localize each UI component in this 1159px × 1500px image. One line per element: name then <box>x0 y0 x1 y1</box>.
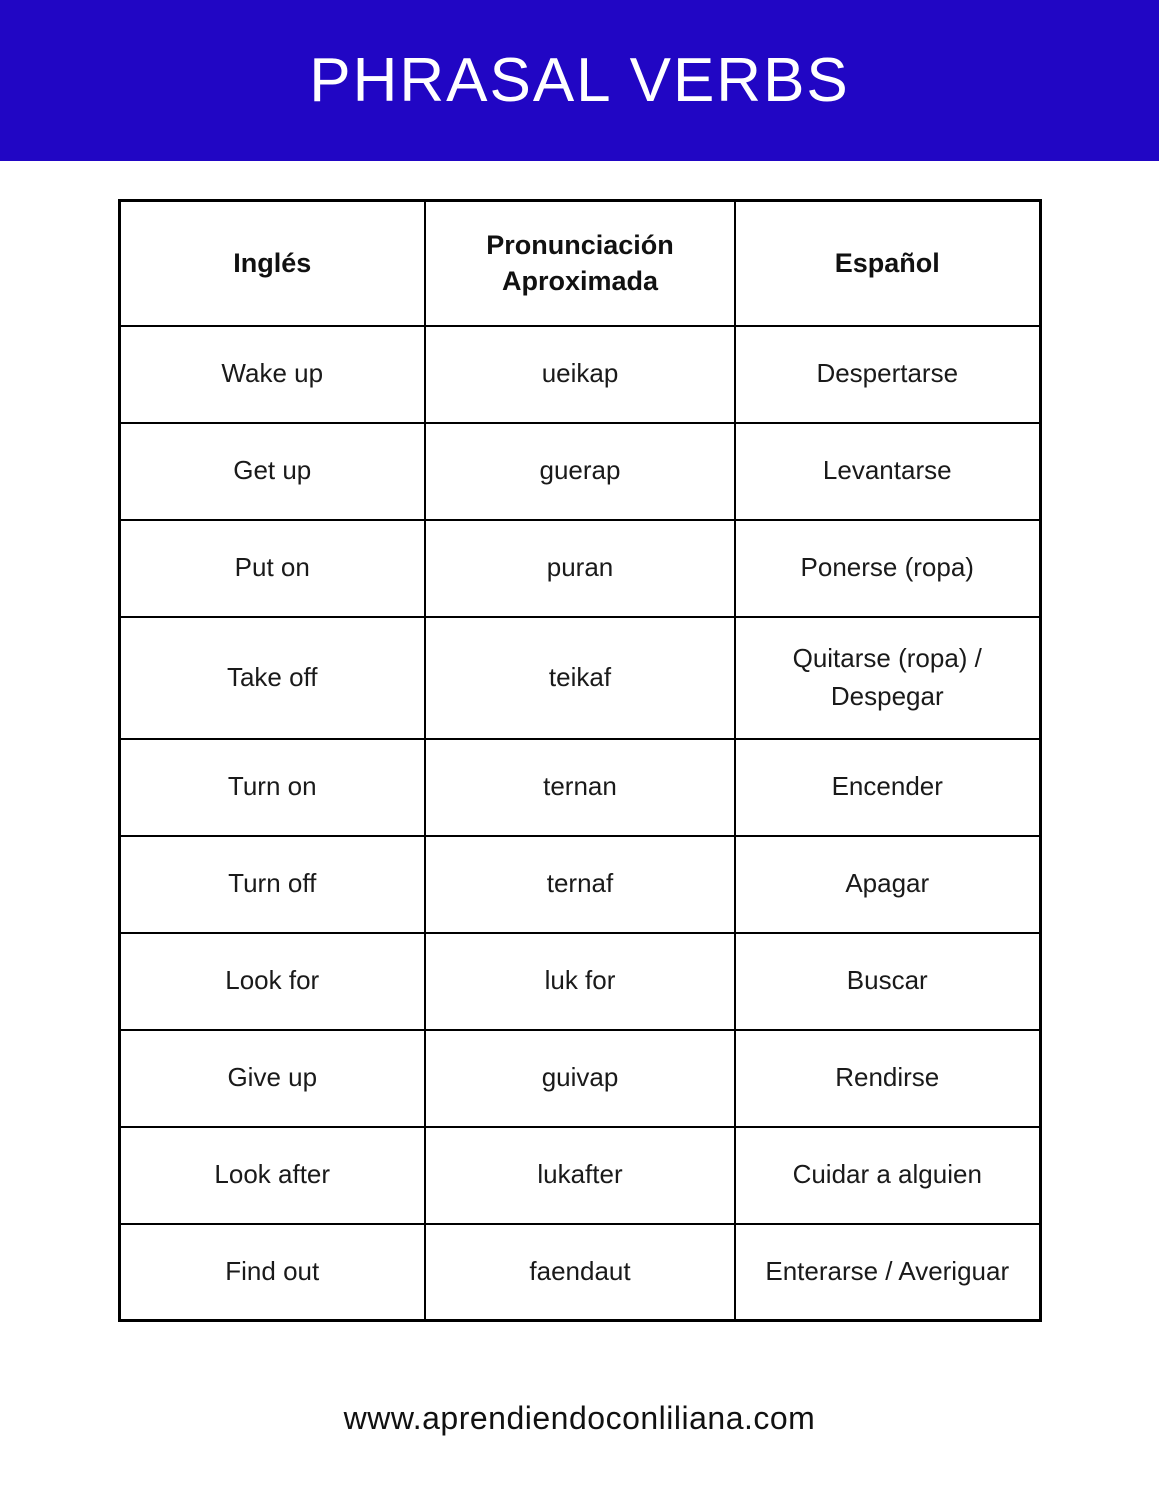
page-title: PHRASAL VERBS <box>309 45 850 115</box>
english-cell: Take off <box>119 617 425 739</box>
phrasal-verbs-table <box>118 199 1042 1322</box>
pronunciation-cell: lukafter <box>425 1127 735 1224</box>
table-row <box>119 1224 1040 1321</box>
english-cell: Look for <box>119 933 425 1030</box>
table-row <box>119 423 1040 520</box>
table-row <box>119 617 1040 739</box>
footer <box>0 1400 1159 1437</box>
website-url: www.aprendiendoconliliana.com <box>343 1400 816 1436</box>
spanish-cell: Despertarse <box>735 326 1040 423</box>
column-header-pronunciacion: Pronunciación Aproximada <box>425 201 735 326</box>
pronunciation-cell: ternaf <box>425 836 735 933</box>
pronunciation-cell: ternan <box>425 739 735 836</box>
spanish-cell: Ponerse (ropa) <box>735 520 1040 617</box>
english-cell: Give up <box>119 1030 425 1127</box>
spanish-cell: Levantarse <box>735 423 1040 520</box>
pronunciation-cell: ueikap <box>425 326 735 423</box>
table-header <box>119 201 1040 326</box>
column-header-espanol: Español <box>735 201 1040 326</box>
table-header-row <box>119 201 1040 326</box>
pronunciation-cell: guivap <box>425 1030 735 1127</box>
spanish-cell: Quitarse (ropa) / Despegar <box>735 617 1040 739</box>
english-cell: Get up <box>119 423 425 520</box>
english-cell: Turn on <box>119 739 425 836</box>
spanish-cell: Buscar <box>735 933 1040 1030</box>
table-row <box>119 1127 1040 1224</box>
pronunciation-cell: teikaf <box>425 617 735 739</box>
table-row <box>119 739 1040 836</box>
spanish-cell: Apagar <box>735 836 1040 933</box>
pronunciation-cell: luk for <box>425 933 735 1030</box>
spanish-cell: Encender <box>735 739 1040 836</box>
spanish-cell: Rendirse <box>735 1030 1040 1127</box>
english-cell: Wake up <box>119 326 425 423</box>
pronunciation-cell: puran <box>425 520 735 617</box>
table-body <box>119 326 1040 1321</box>
english-cell: Look after <box>119 1127 425 1224</box>
table-row <box>119 1030 1040 1127</box>
pronunciation-cell: guerap <box>425 423 735 520</box>
column-header-ingles: Inglés <box>119 201 425 326</box>
table-row <box>119 520 1040 617</box>
spanish-cell: Cuidar a alguien <box>735 1127 1040 1224</box>
table-row <box>119 836 1040 933</box>
english-cell: Turn off <box>119 836 425 933</box>
table-row <box>119 326 1040 423</box>
english-cell: Put on <box>119 520 425 617</box>
spanish-cell: Enterarse / Averiguar <box>735 1224 1040 1321</box>
english-cell: Find out <box>119 1224 425 1321</box>
pronunciation-cell: faendaut <box>425 1224 735 1321</box>
title-banner <box>0 0 1159 161</box>
table-row <box>119 933 1040 1030</box>
